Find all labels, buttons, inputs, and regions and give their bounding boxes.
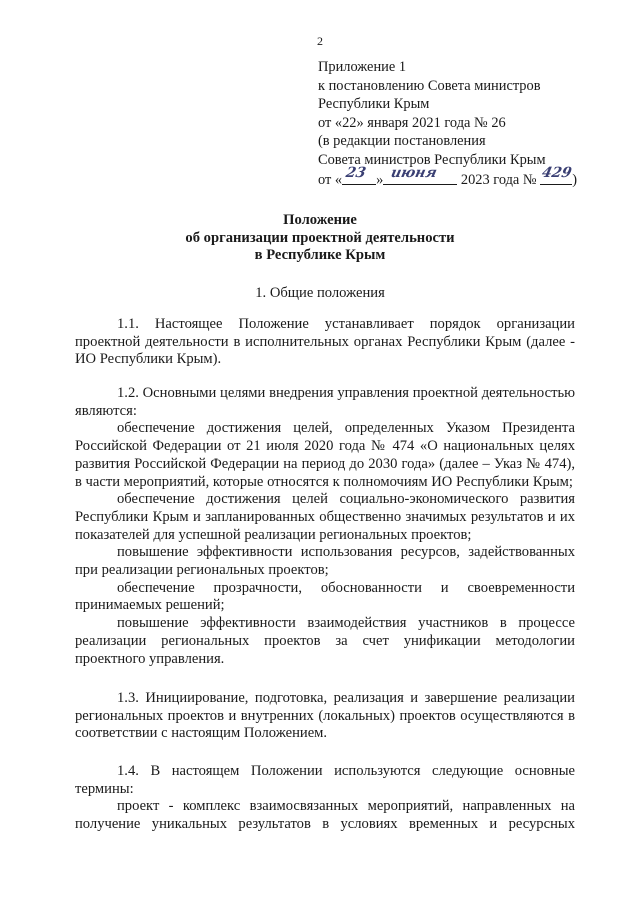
paragraph-1-1 [75, 316, 575, 369]
list-item: обеспечение достижения целей социально-экономического развития Республики Крым и запланированных общественно значимых результатов и их показателей для успешной реализации региональных проектов; [75, 491, 575, 543]
appendix-line: (в редакции постановления [318, 133, 486, 150]
paragraph-1-3 [75, 690, 575, 743]
appendix-line: Приложение 1 [318, 59, 407, 75]
list-item: повышение эффективности взаимодействия участников в процессе реализации региональных проектов за счет унификации методологии проектного управления. [75, 615, 575, 667]
list-item: обеспечение достижения целей, определенных Указом Президента Российской Федерации от 21 июля 2020 года № 474 «О национальных целях развития Российской Федерации на период до 2030 года» (далее – Указ № 474), в части мероприятий, которые относятся к полномочиям ИО Республики Крым; [75, 420, 575, 490]
paragraph-1-4 [75, 763, 575, 834]
title-line: в Республике Крым [254, 247, 386, 263]
month-field [383, 164, 457, 184]
handwritten-month: июня [389, 164, 439, 181]
appendix-block [318, 58, 618, 189]
appendix-line: от «22» января 2021 года № 26 [318, 114, 506, 131]
title-line: Положение [283, 212, 357, 228]
date-quote-close: » [376, 171, 384, 188]
number-field [540, 164, 574, 184]
page-number: 2 [317, 34, 323, 48]
date-year-text: 2023 года № [460, 171, 537, 188]
list-item: повышение эффективности использования ресурсов, задействованных при реализации региональных проектов; [75, 544, 575, 579]
date-suffix: ) [572, 171, 578, 188]
appendix-line: Совета министров Республики Крым [318, 151, 546, 168]
appendix-line: Республики Крым [318, 96, 430, 113]
paragraph-1-2 [75, 385, 575, 668]
appendix-line: к постановлению Совета министров [318, 77, 541, 94]
section-heading: 1. Общие положения [255, 285, 385, 301]
handwritten-number: 429 [540, 164, 574, 181]
paragraph-text: 1.1. Настоящее Положение устанавливает порядок организации проектной деятельности в исполнительных органах Республики Крым (далее - ИО Республики Крым). [75, 316, 575, 368]
document-title [0, 212, 640, 265]
title-line: об организации проектной деятельности [185, 229, 455, 246]
appendix-amendment-date-line [318, 164, 618, 190]
day-field [342, 164, 376, 184]
handwritten-day: 23 [344, 164, 368, 181]
paragraph-text: 1.3. Инициирование, подготовка, реализация и завершение реализации региональных проектов и внутренних (локальных) проектов осуществляются в соответствии с настоящим Положением. [75, 690, 575, 742]
list-item: проект - комплекс взаимосвязанных мероприятий, направленных на получение уникальных результатов в условиях временных и ресурсных [75, 798, 575, 833]
paragraph-intro: 1.2. Основными целями внедрения управления проектной деятельностью являются: [75, 385, 575, 419]
paragraph-intro: 1.4. В настоящем Положении используются следующие основные термины: [75, 763, 575, 797]
date-prefix: от « [318, 171, 343, 188]
list-item: обеспечение прозрачности, обоснованности и своевременности принимаемых решений; [75, 579, 575, 614]
